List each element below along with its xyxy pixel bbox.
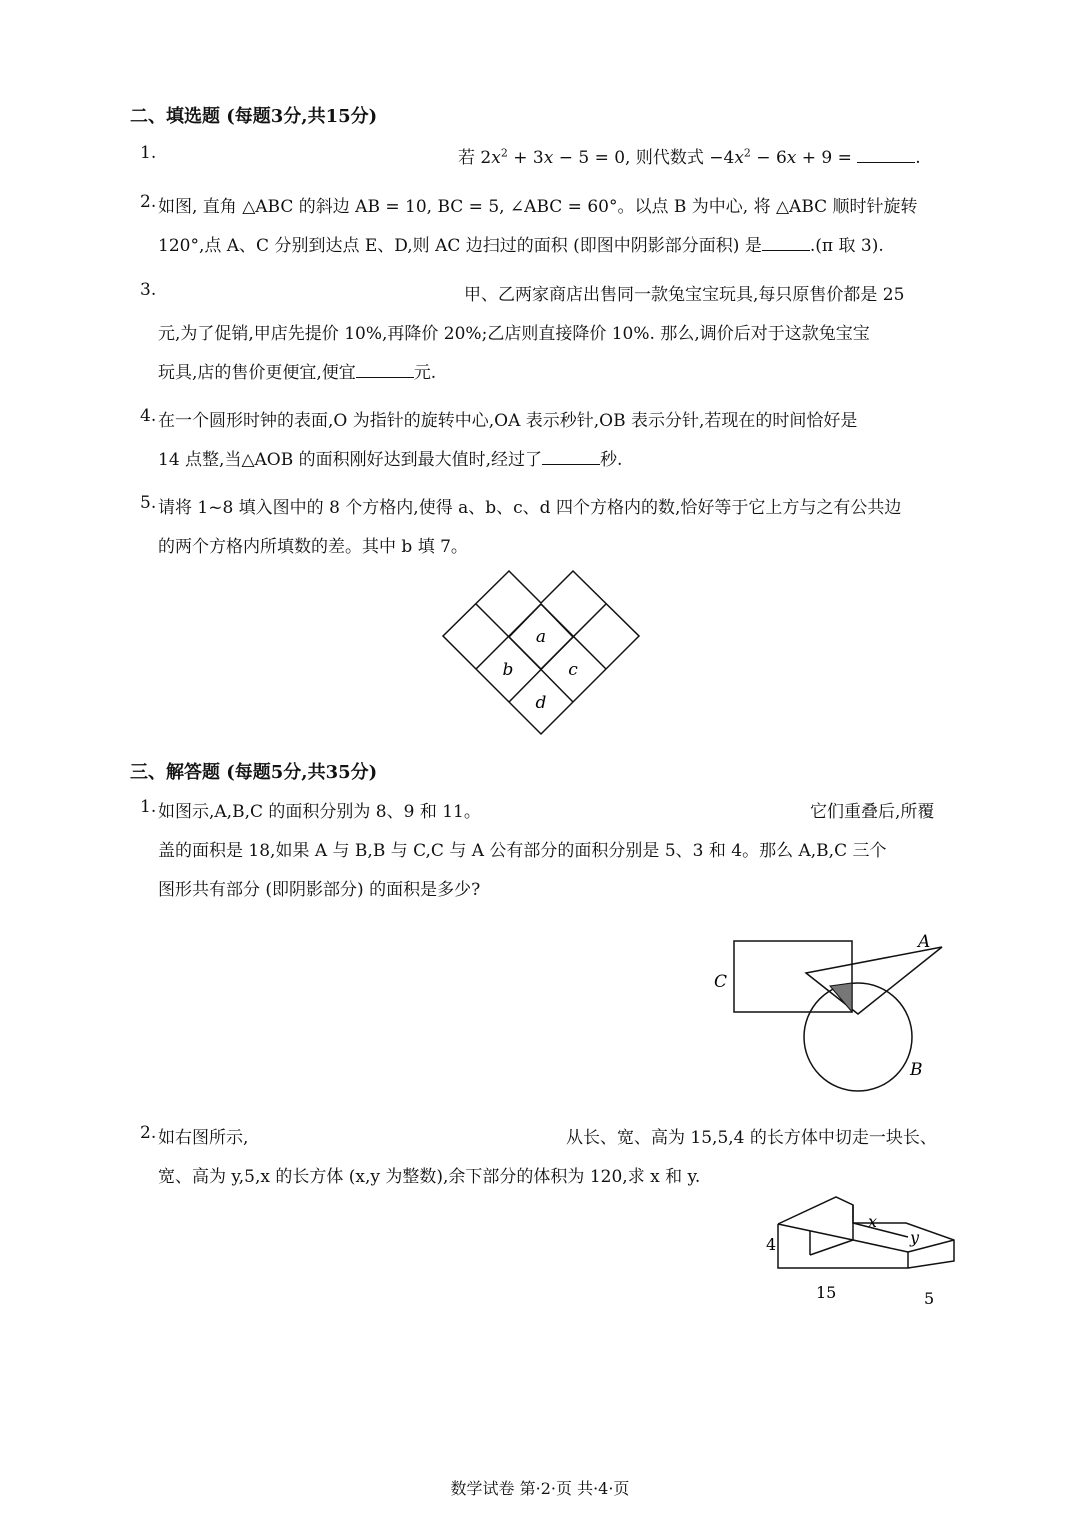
q2-5-number: 5.: [140, 493, 157, 513]
cell-label-a: a: [535, 627, 547, 647]
diamond-grid-figure: [438, 568, 644, 738]
cuboid-edge: [853, 1240, 908, 1252]
cuboid-figure: [760, 1195, 960, 1310]
q2-5-line2: 的两个方格内所填数的差。其中 b 填 7。: [158, 537, 468, 557]
q3-2-number: 2.: [140, 1123, 157, 1143]
q2-4-line2: 14 点整,当△AOB 的面积刚好达到最大值时,经过了 秒.: [158, 450, 623, 470]
label-c: C: [714, 972, 728, 992]
overlap-figure: [706, 925, 946, 1095]
label-height: 4: [766, 1235, 777, 1254]
label-a: A: [918, 932, 931, 952]
label-width: 5: [924, 1289, 935, 1308]
q3-2-line2: 宽、高为 y,5,x 的长方体 (x,y 为整数),余下部分的体积为 120,求 x 和 y.: [158, 1167, 701, 1187]
q2-3-line1: 甲、乙两家商店出售同一款兔宝宝玩具,每只原售价都是 25: [464, 285, 905, 305]
shape-a-triangle: [806, 947, 942, 1014]
label-b: B: [910, 1060, 923, 1080]
label-length: 15: [816, 1283, 837, 1302]
cuboid-edge: [810, 1240, 853, 1255]
answer-blank[interactable]: [542, 463, 600, 465]
page-footer: 数学试卷 第·2·页 共·4·页: [450, 1479, 630, 1498]
answer-blank[interactable]: [356, 376, 414, 378]
cuboid-edge: [778, 1224, 853, 1240]
q2-2-line2: 120°,点 A、C 分别到达点 E、D,则 AC 边扫过的面积 (即图中阴影部分面积) 是 .(π 取 3).: [158, 236, 884, 256]
shape-b-circle: [804, 983, 912, 1091]
q2-3-number: 3.: [140, 280, 157, 300]
q2-3-line3: 玩具,店的售价更便宜,便宜 元.: [158, 363, 437, 383]
q3-1-line1b: 它们重叠后,所覆: [810, 802, 935, 822]
cuboid-edge: [853, 1223, 908, 1237]
q3-2-line1b: 从长、宽、高为 15,5,4 的长方体中切走一块长、: [566, 1128, 937, 1148]
q2-4-line1: 在一个圆形时钟的表面,O 为指针的旋转中心,OA 表示秒针,OB 表示分针,若现在的时间恰好是: [158, 411, 858, 431]
shaded-common-region: [830, 983, 852, 1012]
section-3-title: 三、解答题 (每题5分,共35分): [130, 762, 378, 783]
q3-1-line3: 图形共有部分 (即阴影部分) 的面积是多少?: [158, 880, 481, 900]
section-2-title: 二、填选题 (每题3分,共15分): [130, 106, 378, 127]
answer-blank[interactable]: [857, 161, 915, 163]
answer-blank[interactable]: [762, 249, 810, 251]
q3-2-line1a: 如右图所示,: [158, 1128, 249, 1148]
q2-1-number: 1.: [140, 143, 157, 163]
q3-1-number: 1.: [140, 797, 157, 817]
label-x: x: [868, 1212, 878, 1231]
q3-1-line1a: 如图示,A,B,C 的面积分别为 8、9 和 11。: [158, 802, 481, 822]
cell-label-d: d: [535, 693, 547, 713]
label-y: y: [910, 1228, 920, 1247]
q2-2-line1: 如图, 直角 △ABC 的斜边 AB = 10, BC = 5, ∠ABC = 60°。以点 B 为中心, 将 △ABC 顺时针旋转: [158, 197, 918, 217]
q3-1-line2: 盖的面积是 18,如果 A 与 B,B 与 C,C 与 A 公有部分的面积分别是 5、3 和 4。那么 A,B,C 三个: [158, 841, 887, 861]
q2-3-line2: 元,为了促销,甲店先提价 10%,再降价 20%;乙店则直接降价 10%. 那么,调价后对于这款兔宝宝: [158, 324, 870, 344]
cuboid-outline: [778, 1197, 954, 1268]
q2-2-number: 2.: [140, 192, 157, 212]
cell-label-b: b: [502, 660, 514, 680]
shape-c-rectangle: [734, 941, 852, 1012]
q2-1-text: 若 $2x^2 + 3x - 5 = 0$, 则代数式 $-4x^2 - 6x + 9$ = .: [458, 146, 921, 168]
q2-5-line1: 请将 1~8 填入图中的 8 个方格内,使得 a、b、c、d 四个方格内的数,恰好等于它上方与之有公共边: [158, 498, 902, 518]
q2-4-number: 4.: [140, 406, 157, 426]
cell-label-c: c: [568, 660, 578, 680]
